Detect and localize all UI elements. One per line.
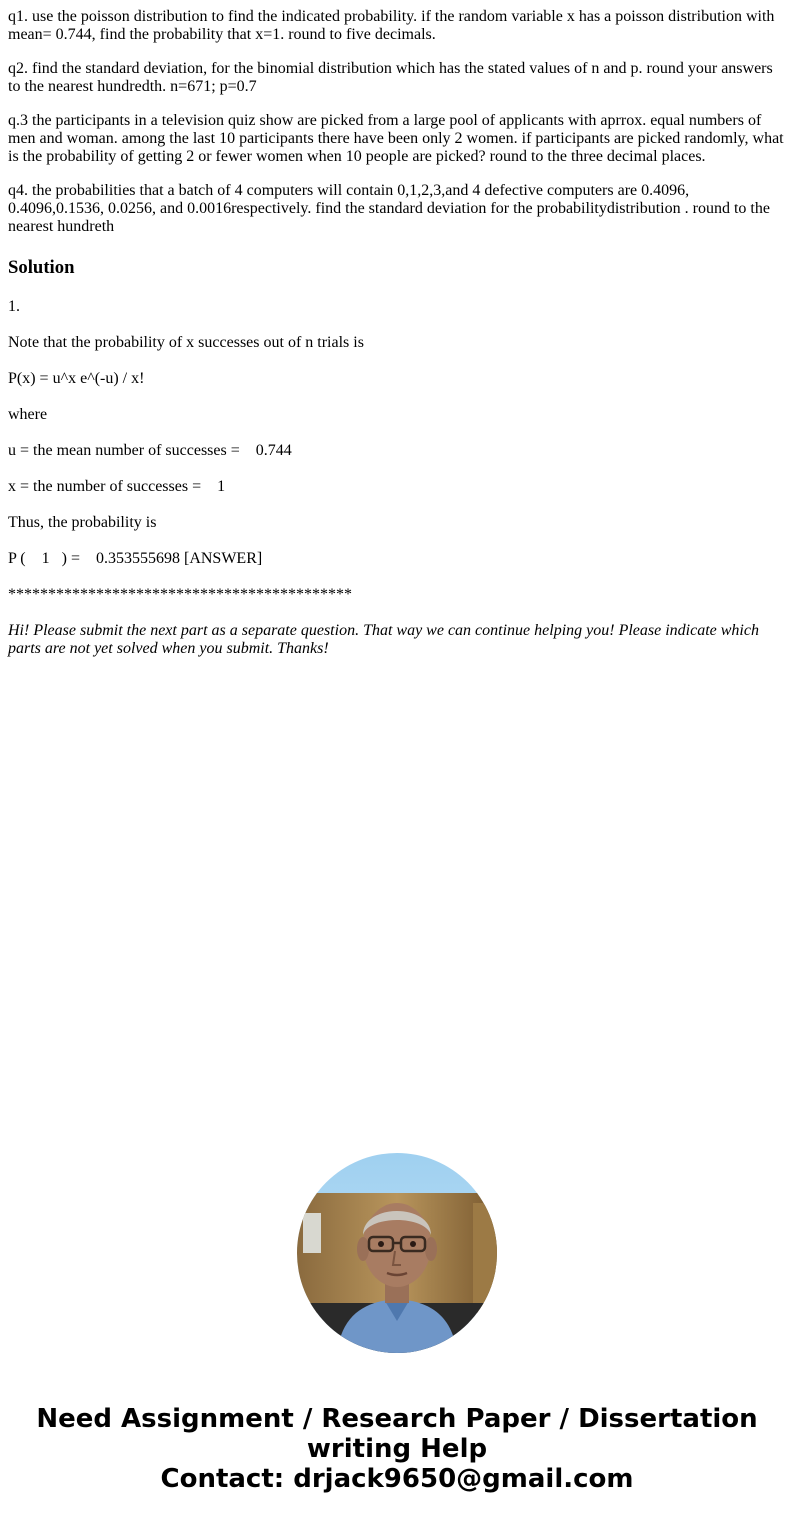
solution-answer: P ( 1 ) = 0.353555698 [ANSWER] xyxy=(8,550,263,567)
solution-formula: P(x) = u^x e^(-u) / x! xyxy=(8,370,145,387)
solution-intro: Note that the probability of x successes out of n trials is xyxy=(8,334,364,351)
solution-mean: u = the mean number of successes = 0.744 xyxy=(8,442,292,459)
question-1: q1. use the poisson distribution to find the indicated probability. if the random variable x has a poisson distribution with mean= 0.744, find the probability that x=1. round to five decimals. xyxy=(8,8,775,43)
solution-body xyxy=(8,298,786,658)
solution-thus: Thus, the probability is xyxy=(8,514,157,531)
solution-where: where xyxy=(8,406,48,423)
footer-contact: Contact: drjack9650@gmail.com xyxy=(160,1464,634,1494)
solution-part-number: 1. xyxy=(8,298,20,315)
promo-footer xyxy=(0,1404,794,1494)
tutor-photo xyxy=(297,1153,497,1353)
solution-successes: x = the number of successes = 1 xyxy=(8,478,226,495)
document-body xyxy=(8,8,786,676)
question-2: q2. find the standard deviation, for the binomial distribution which has the stated values of n and p. round your answers to the nearest hundredth. n=671; p=0.7 xyxy=(8,60,773,95)
solution-note: Hi! Please submit the next part as a separate question. That way we can continue helping you! Please indicate which parts are not yet solved when you submit. Thanks! xyxy=(8,622,759,657)
footer-line-1: Need Assignment / Research Paper / Dissertation xyxy=(36,1404,758,1434)
solution-separator: ******************************************* xyxy=(8,586,352,603)
footer-line-2: writing Help xyxy=(306,1434,488,1464)
question-3: q.3 the participants in a television quiz show are picked from a large pool of applicants with aprrox. equal numbers of men and woman. among the last 10 participants there have been only 2 women. if participants are picked randomly, what is the probability of getting 2 or fewer women when 10 people are picked? round to the three decimal places. xyxy=(8,112,784,165)
solution-heading: Solution xyxy=(8,257,75,278)
question-4: q4. the probabilities that a batch of 4 computers will contain 0,1,2,3,and 4 defective computers are 0.4096, 0.4096,0.1536, 0.0256, and 0.0016respectively. find the standard deviation for the probabilitydistribution . round to the nearest hundreth xyxy=(8,182,770,235)
avatar xyxy=(297,1153,497,1353)
